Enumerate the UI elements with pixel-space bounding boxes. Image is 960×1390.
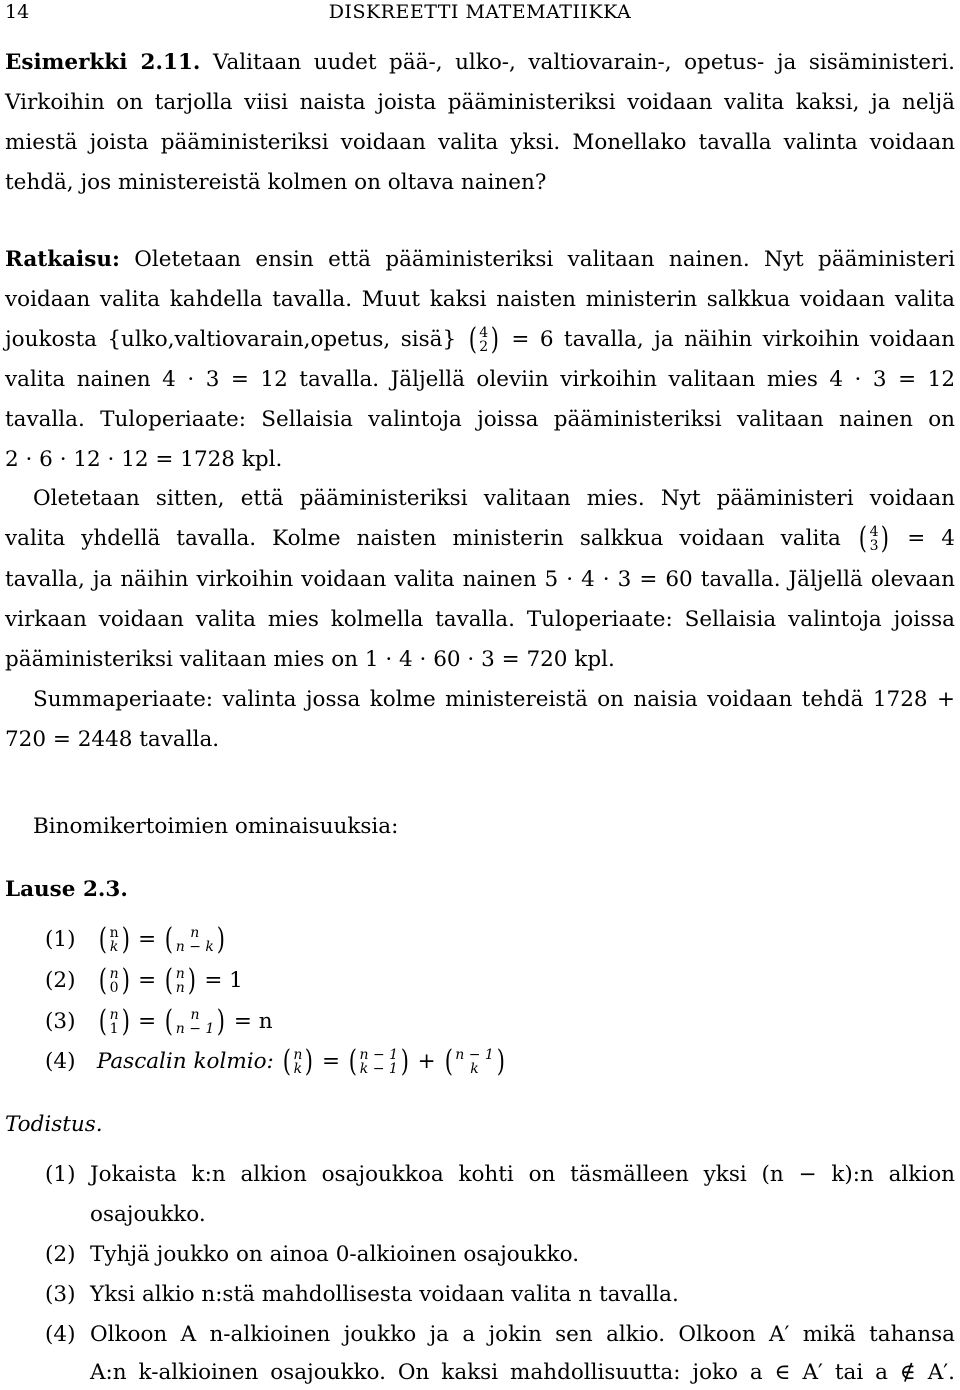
solution-line-1 <box>5 245 955 275</box>
solution-p2-text-2a: valita yhdellä tavalla. Kolme naisten ministerin salkkua voidaan valita <box>5 526 841 551</box>
example-line-1 <box>5 48 955 78</box>
theorem-item-3: (3) ( n 1 ) = ( n n − 1 ) = n <box>45 1004 273 1039</box>
solution-p2-line-5: pääministeriksi valitaan mies on 1 · 4 · 60 · 3 = 720 kpl. <box>5 647 615 672</box>
example-line-3: miestä joista pääministeriksi voidaan valita yksi. Monellako tavalla valinta voidaan <box>5 130 955 155</box>
binomial-4-2: ( 4 2 ) <box>468 322 500 357</box>
properties-heading: Binomikertoimien ominaisuuksia: <box>33 814 399 839</box>
theorem-label: Lause 2.3. <box>5 877 128 902</box>
proof-item-4-line-1: (4) Olkoon A n-alkioinen joukko ja a jokin sen alkio. Olkoon A′ mikä tahansa <box>45 1322 955 1347</box>
theorem-item-1: (1) ( n k ) = ( n n − k ) <box>45 922 225 957</box>
solution-text-1: Oletetaan ensin että pääministeriksi valitaan nainen. Nyt pääministeri <box>134 247 955 272</box>
proof-item-4-line-2: A:n k-alkioinen osajoukko. On kaksi mahdollisuutta: joko a ∈ A′ tai a ∉ A′. <box>90 1360 955 1385</box>
proof-item-1-line-1: (1) Jokaista k:n alkion osajoukkoa kohti on täsmälleen yksi (n − k):n alkion <box>45 1162 955 1187</box>
solution-p2-line-4: virkaan voidaan valita mies kolmella tavalla. Tuloperiaate: Sellaisia valintoja joissa <box>5 607 955 632</box>
solution-line-4: valita nainen 4 · 3 = 12 tavalla. Jäljellä oleviin virkoihin valitaan mies 4 · 3 = 12 <box>5 367 955 392</box>
solution-line-6: 2 · 6 · 12 · 12 = 1728 kpl. <box>5 447 283 472</box>
running-title: DISKREETTI MATEMATIIKKA <box>328 1 632 23</box>
solution-text-3a: joukosta {ulko,valtiovarain,opetus, sisä} <box>5 327 457 352</box>
theorem-item-2: (2) ( n 0 ) = ( n n ) = 1 <box>45 963 243 998</box>
solution-p2-line-2 <box>5 521 955 556</box>
example-line-2: Virkoihin on tarjolla viisi naista joista pääministeriksi voidaan valita kaksi, ja neljä <box>5 90 955 115</box>
proof-item-2: (2) Tyhjä joukko on ainoa 0-alkioinen osajoukko. <box>45 1242 580 1267</box>
solution-p3-line-2: 720 = 2448 tavalla. <box>5 727 220 752</box>
example-line-4: tehdä, jos ministereistä kolmen on oltava nainen? <box>5 170 547 195</box>
proof-label: Todistus. <box>5 1112 103 1137</box>
solution-p2-text-2b: = 4 <box>907 526 955 551</box>
theorem-item-4: (4) Pascalin kolmio: ( n k ) = ( n − 1 k − 1 ) + ( n − 1 k ) <box>45 1044 505 1079</box>
solution-line-5: tavalla. Tuloperiaate: Sellaisia valintoja joissa pääministeriksi valitaan nainen on <box>5 407 955 432</box>
page-number: 14 <box>5 1 30 23</box>
solution-label: Ratkaisu: <box>5 247 120 272</box>
proof-item-3: (3) Yksi alkio n:stä mahdollisesta voidaan valita n tavalla. <box>45 1282 679 1307</box>
solution-p2-line-3: tavalla, ja näihin virkoihin voidaan valita nainen 5 · 4 · 3 = 60 tavalla. Jäljellä olevaan <box>5 567 955 592</box>
example-text-1: Valitaan uudet pää-, ulko-, valtiovarain-, opetus- ja sisäministeri. <box>212 50 955 75</box>
proof-item-1-line-2: osajoukko. <box>90 1202 206 1227</box>
binomial-4-3: ( 4 3 ) <box>858 521 890 556</box>
solution-line-3 <box>5 322 955 357</box>
solution-p3-line-1: Summaperiaate: valinta jossa kolme ministereistä on naisia voidaan tehdä 1728 + <box>33 687 955 712</box>
solution-line-2: voidaan valita kahdella tavalla. Muut kaksi naisten ministerin salkkua voidaan valita <box>5 287 955 312</box>
solution-text-3b: = 6 tavalla, ja näihin virkoihin voidaan <box>511 327 955 352</box>
solution-p2-line-1: Oletetaan sitten, että pääministeriksi valitaan mies. Nyt pääministeri voidaan <box>33 486 955 511</box>
example-label: Esimerkki 2.11. <box>5 50 201 75</box>
